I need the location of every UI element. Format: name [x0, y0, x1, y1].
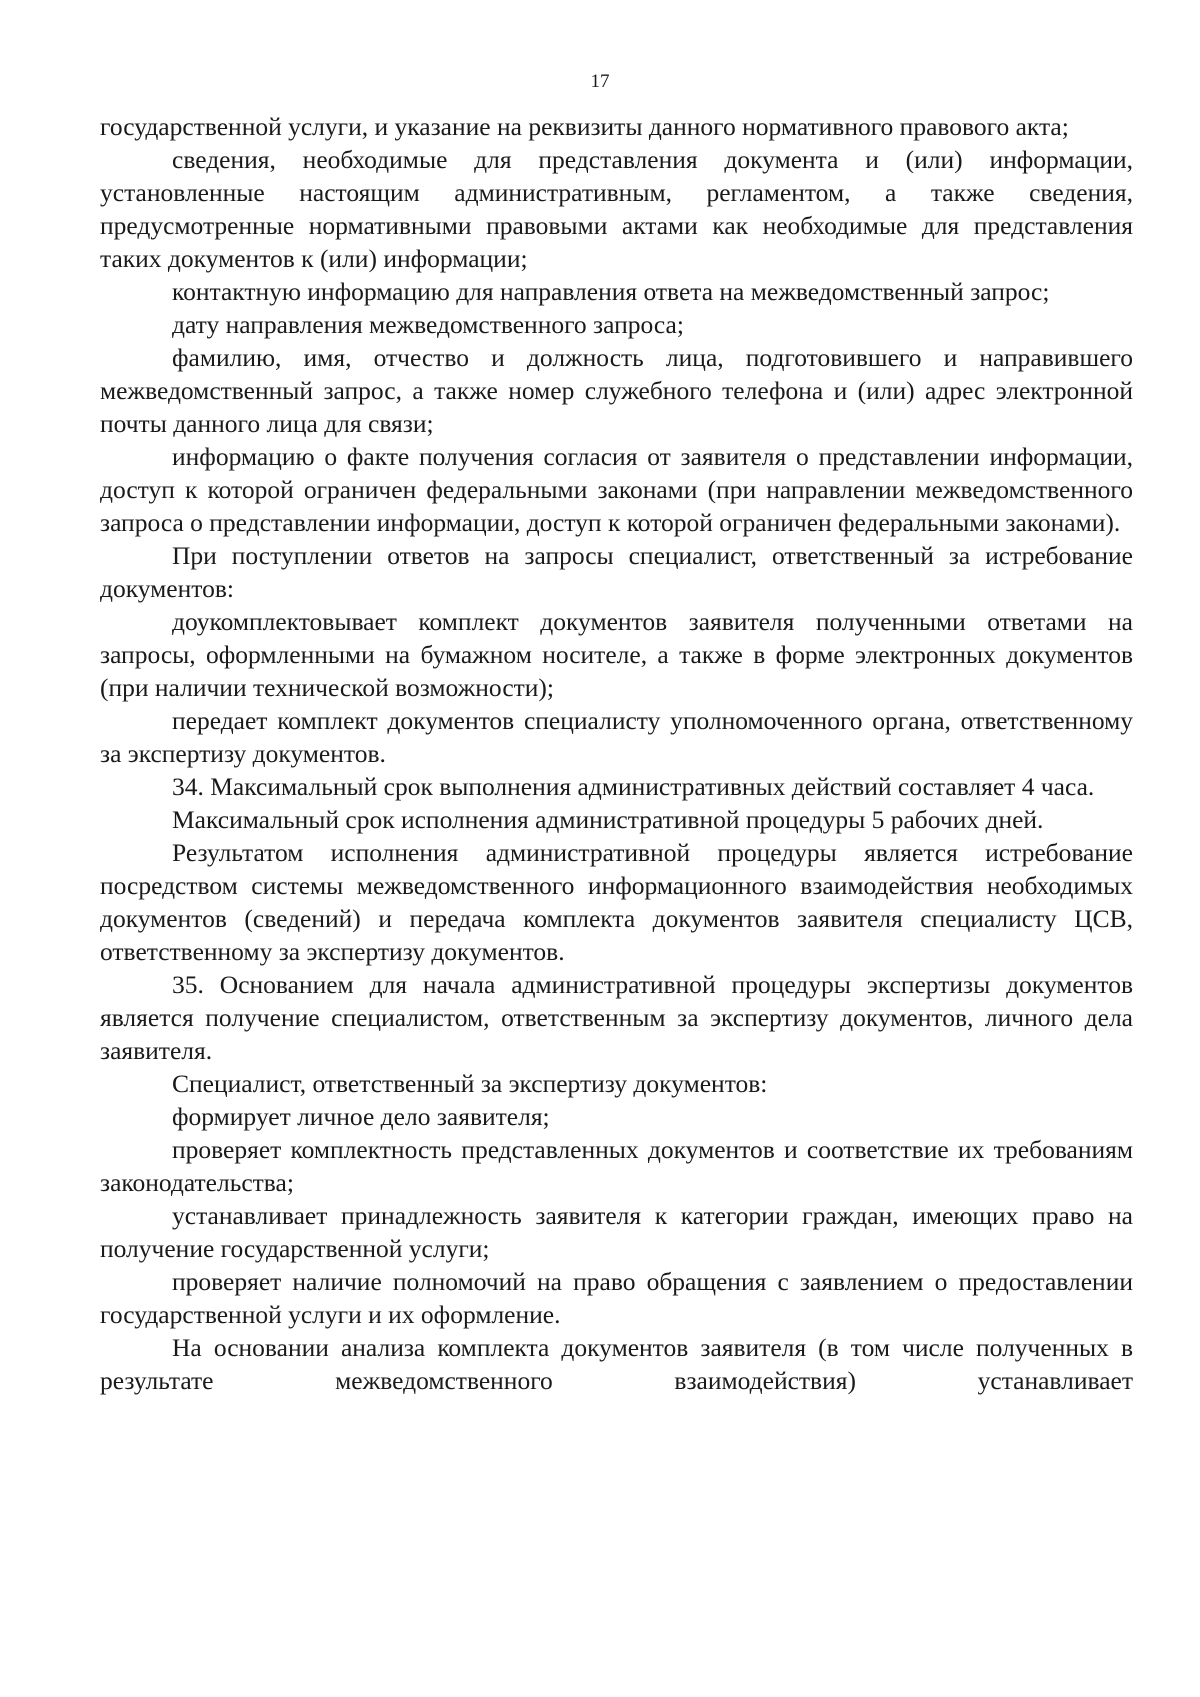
paragraph-15: проверяет комплектность представленных документов и соответствие их требованиям законодательства; [100, 1135, 1133, 1197]
paragraph-17: проверяет наличие полномочий на право обращения с заявлением о предоставлении государственной услуги и их оформление. [100, 1267, 1133, 1329]
paragraph-6: При поступлении ответов на запросы специалист, ответственный за истребование документов: [100, 541, 1133, 603]
paragraph-3: дату направления межведомственного запроса; [172, 310, 684, 339]
paragraph-2: контактную информацию для направления ответа на межведомственный запрос; [172, 277, 1050, 306]
paragraph-9: 34. Максимальный срок выполнения административных действий составляет 4 часа. [172, 772, 1095, 801]
paragraph-1: сведения, необходимые для представления документа и (или) информации, установленные настоящим административным, регламентом, а также сведения, предусмотренные нормативными правовыми актами как необходимые для представления таких документов к (или) информации; [100, 145, 1133, 273]
paragraph-13: Специалист, ответственный за экспертизу документов: [172, 1069, 768, 1098]
paragraph-5: информацию о факте получения согласия от заявителя о представлении информации, доступ к которой ограничен федеральными законами (при направлении межведомственного запроса о представлении информации, доступ к которой ограничен федеральными законами). [100, 442, 1133, 537]
paragraph-4: фамилию, имя, отчество и должность лица, подготовившего и направившего межведомственный запрос, а также номер служебного телефона и (или) адрес электронной почты данного лица для связи; [100, 343, 1133, 438]
paragraph-10: Максимальный срок исполнения административной процедуры 5 рабочих дней. [172, 805, 1044, 834]
document-body [100, 110, 1133, 1397]
paragraph-14: формирует личное дело заявителя; [172, 1102, 550, 1131]
paragraph-7: доукомплектовывает комплект документов заявителя полученными ответами на запросы, оформленными на бумажном носителе, а также в форме электронных документов (при наличии технической возможности); [100, 607, 1133, 702]
paragraph-8: передает комплект документов специалисту уполномоченного органа, ответственному за экспертизу документов. [100, 706, 1133, 768]
paragraph-16: устанавливает принадлежность заявителя к категории граждан, имеющих право на получение государственной услуги; [100, 1201, 1133, 1263]
paragraph-12: 35. Основанием для начала административной процедуры экспертизы документов является получение специалистом, ответственным за экспертизу документов, личного дела заявителя. [100, 970, 1133, 1065]
page-number: 17 [590, 71, 610, 92]
paragraph-0: государственной услуги, и указание на реквизиты данного нормативного правового акта; [100, 112, 1069, 141]
paragraph-18: На основании анализа комплекта документов заявителя (в том числе полученных в результате межведомственного взаимодействия) устанавливает [100, 1333, 1133, 1395]
paragraph-11: Результатом исполнения административной процедуры является истребование посредством системы межведомственного информационного взаимодействия необходимых документов (сведений) и передача комплекта документов заявителя специалисту ЦСВ, ответственному за экспертизу документов. [100, 838, 1133, 966]
